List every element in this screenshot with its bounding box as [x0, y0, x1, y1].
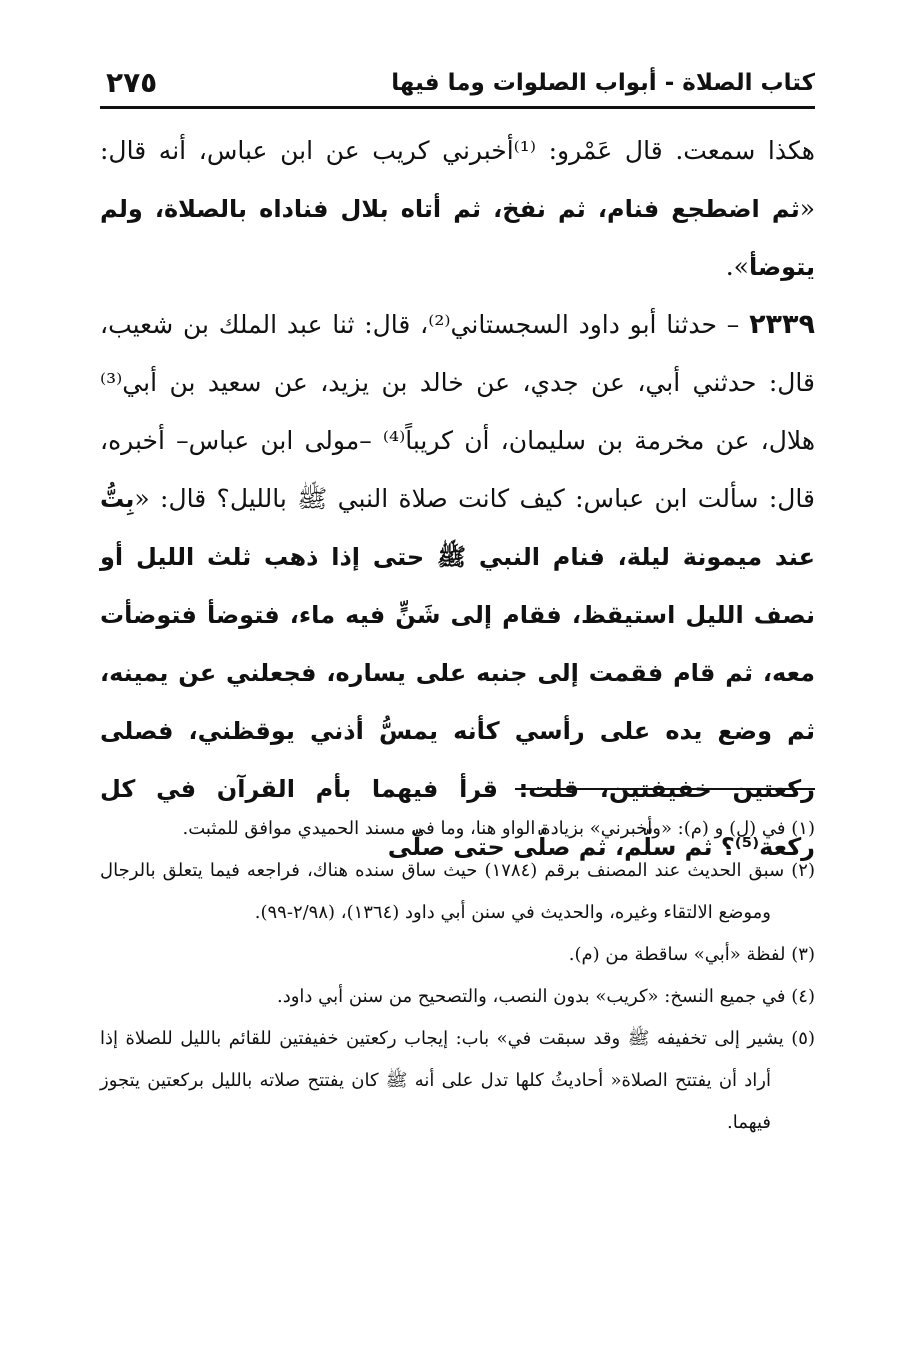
footnote-number: (٣)	[791, 944, 815, 965]
isnad-text: – حدثنا أبو داود السجستاني⁽²⁾، قال: ثنا عبد الملك بن شعيب، قال: حدثني أبي، عن جدي، عن خالد بن يزيد، عن سعيد بن أبي⁽³⁾ هلال، عن مخرمة بن سليمان، أن كريباً⁽⁴⁾ –مولى ابن عباس– أخبره، قال: سألت ابن عباس: كيف كانت صلاة النبي ﷺ بالليل؟ قال: «	[100, 310, 815, 513]
footnote-item	[100, 808, 815, 850]
footnote-number: (٥)	[791, 1028, 815, 1049]
paragraph-continuation	[100, 122, 815, 296]
running-title: كتاب الصلاة - أبواب الصلوات وما فيها	[391, 70, 815, 96]
page-number: ٢٧٥	[106, 66, 158, 99]
quote-close: ».	[725, 252, 749, 281]
footnotes	[100, 808, 815, 1144]
footnote-text: في جميع النسخ: «كريب» بدون النصب، والتصحيح من سنن أبي داود.	[277, 986, 786, 1007]
footnote-text: في (ل) و (م): «وأخبرني» بزيادة الواو هنا، وما في مسند الحميدي موافق للمثبت.	[182, 818, 786, 839]
footnote-text: لفظة «أبي» ساقطة من (م).	[568, 944, 786, 965]
footnote-item	[100, 934, 815, 976]
footnote-item	[100, 850, 815, 934]
footnote-item	[100, 1018, 815, 1144]
footnote-number: (٢)	[791, 860, 815, 881]
footnote-number: (٤)	[791, 986, 815, 1007]
hadith-quote-bold: بِتُّ عند ميمونة ليلة، فنام النبي ﷺ حتى إذا ذهب ثلث الليل أو نصف الليل استيقظ، فقام إلى شَنٍّ فيه ماء، فتوضأ فتوضأت معه، ثم قام فقمت إلى جنبه على يساره، فجعلني عن يمينه، ثم وضع يده على رأسي كأنه يمسُّ أذني يوقظني، فصلى ركعتين خفيفتين، قلت: قرأ فيهما بأم القرآن في كل ركعة⁽⁵⁾؟ ثم سلّم، ثم صلّى حتى صلّى	[100, 485, 815, 861]
footnote-divider	[515, 788, 815, 790]
hadith-quote-bold: ثم اضطجع فنام، ثم نفخ، ثم أتاه بلال فناداه بالصلاة، ولم يتوضأ	[100, 195, 815, 281]
main-text	[100, 122, 815, 876]
hadith-number: ٢٣٣٩	[749, 309, 815, 340]
page-header	[100, 66, 815, 109]
narration-text: هكذا سمعت. قال عَمْرو: ⁽¹⁾أخبرني كريب عن ابن عباس، أنه قال: «	[100, 136, 815, 223]
footnote-text: سبق الحديث عند المصنف برقم (١٧٨٤) حيث ساق سنده هناك، فراجعه فيما يتعلق بالرجال وموضع الالتقاء وغيره، والحديث في سنن أبي داود (١٣٦٤)، (٢/٩٨-٩٩).	[100, 860, 785, 923]
footnote-item	[100, 976, 815, 1018]
footnote-text: يشير إلى تخفيفه ﷺ وقد سبقت في» باب: إيجاب ركعتين خفيفتين للقائم بالليل للصلاة إذا أراد أن يفتتح الصلاة« أحاديثُ كلها تدل على أنه ﷺ كان يفتتح صلاته بالليل بركعتين يتجوز فيهما.	[100, 1028, 784, 1133]
footnote-number: (١)	[791, 818, 815, 839]
